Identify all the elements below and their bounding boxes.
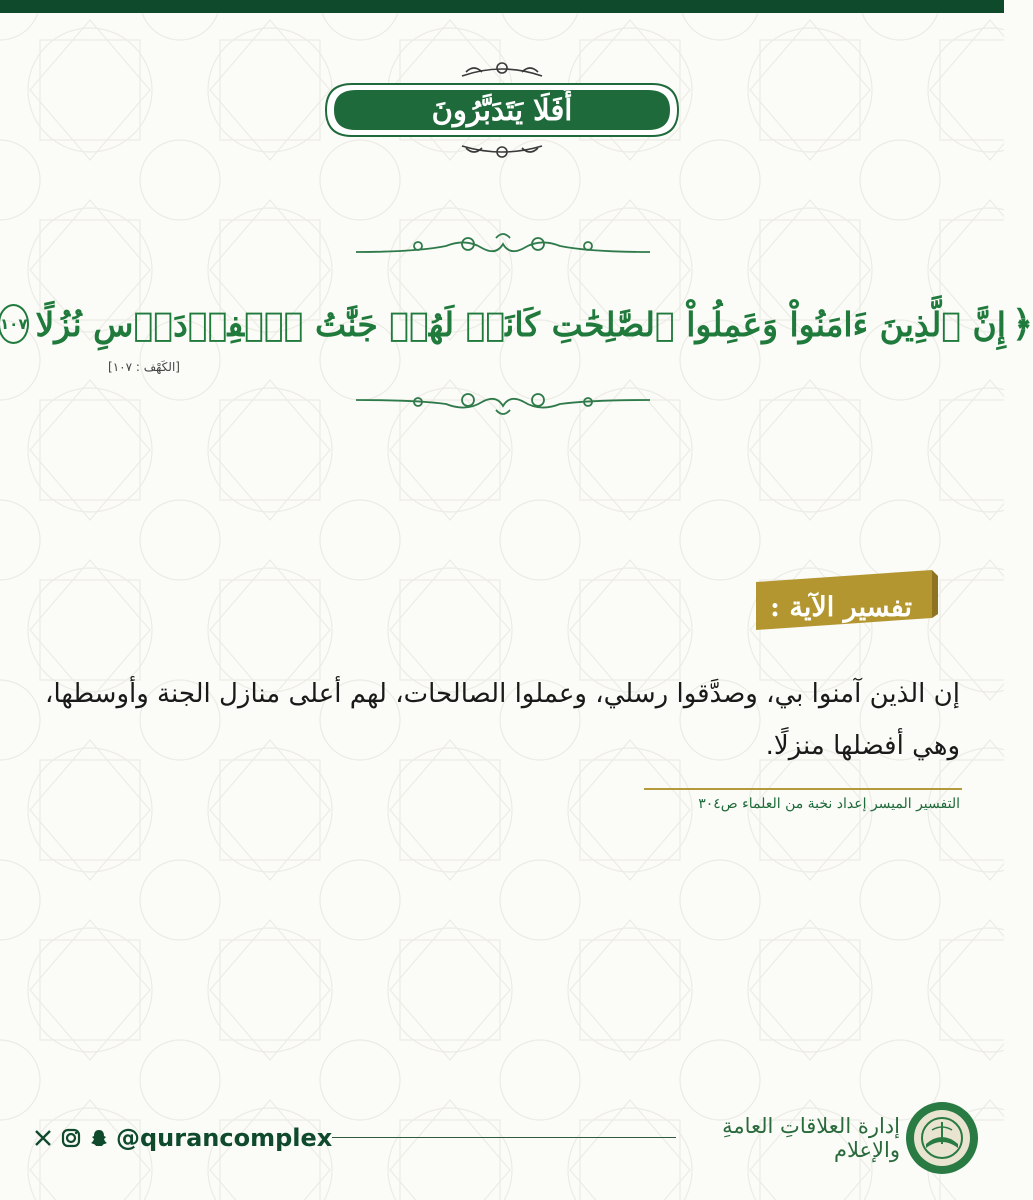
quran-verse — [0, 292, 1033, 356]
social-icons — [32, 1126, 110, 1150]
ornament-divider-bottom — [356, 380, 650, 420]
source-divider — [644, 788, 962, 790]
tafsir-text: إن الذين آمنوا بي، وصدَّقوا رسلي، وعملوا الصالحات، لهم أعلى منازل الجنة وأوسطها، وهي أفضلها منزلًا. — [45, 679, 960, 761]
verse-text: إِنَّ ٱلَّذِينَ ءَامَنُواْ وَعَمِلُواْ ٱلصَّٰلِحَٰتِ كَانَتۡ لَهُمۡ جَنَّٰتُ ٱلۡفِرۡدَوۡسِ نُزُلًا — [35, 304, 1006, 344]
footer-divider — [332, 1137, 676, 1138]
verse-reference: [الكَهْف : ١٠٧] — [108, 360, 180, 374]
tafsir-label: تفسير الآية : — [770, 591, 912, 623]
instagram-icon[interactable] — [60, 1127, 82, 1149]
quran-complex-logo — [904, 1100, 980, 1176]
banner-title: أَفَلَا يَتَدَبَّرُونَ — [431, 93, 573, 127]
snapchat-icon[interactable] — [88, 1127, 110, 1149]
ornament-divider-top — [356, 228, 650, 268]
tafsir-source: التفسير الميسر إعداد نخبة من العلماء ص٣٠٤ — [698, 796, 960, 812]
header-banner — [316, 58, 688, 162]
x-icon[interactable] — [32, 1127, 54, 1149]
top-bar — [0, 0, 1004, 13]
social-handle[interactable]: @qurancomplex — [116, 1124, 333, 1152]
verse-open-bracket: ﴿ — [1011, 303, 1033, 345]
department-name: إدارة العلاقاتِ العامةِ والإعلام — [722, 1114, 900, 1162]
ayah-number-marker: ١٠٧ — [0, 304, 29, 344]
